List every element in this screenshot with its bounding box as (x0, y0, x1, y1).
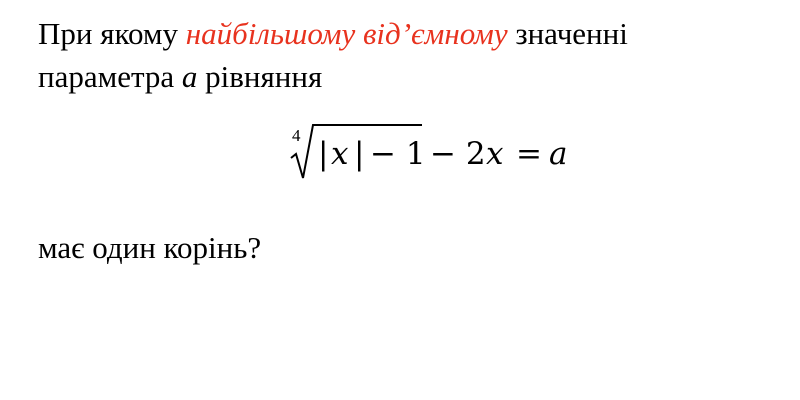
question-text: параметра (38, 59, 182, 94)
question-text: рівняння (197, 59, 323, 94)
emphasis-text: найбільшому від’ємному (185, 16, 508, 51)
equals-sign: = (516, 136, 542, 172)
equation-graphic (287, 122, 587, 182)
question-text: значенні (507, 16, 628, 51)
minus-two: − 2 (430, 136, 486, 172)
parameter-a: a (181, 59, 198, 94)
rhs-parameter-a: a (549, 136, 568, 172)
question-line-1 (38, 15, 628, 53)
variable-x-second: x (486, 136, 504, 172)
question-text: При якому (38, 16, 186, 51)
question-line-2 (38, 58, 322, 96)
equation (287, 122, 587, 182)
variable-x: x (331, 136, 349, 172)
abs-bar-right: | (354, 136, 365, 172)
question-line-3: має один корінь? (38, 230, 262, 265)
root-index: 4 (292, 126, 301, 145)
minus-one: − 1 (370, 136, 426, 172)
abs-bar-left: | (318, 136, 329, 172)
